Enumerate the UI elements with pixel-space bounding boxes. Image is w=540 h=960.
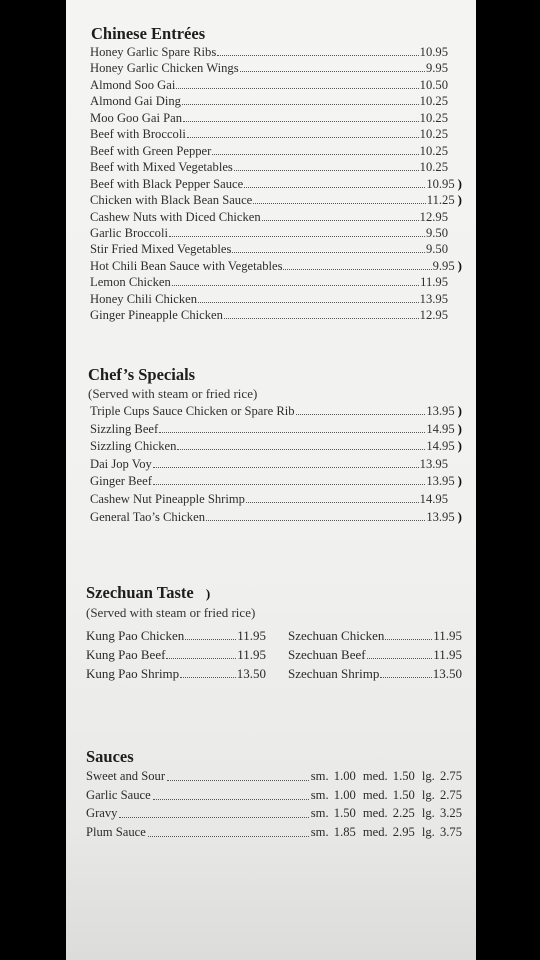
dotted-leader — [172, 274, 419, 286]
dotted-leader — [153, 456, 419, 468]
dotted-leader — [198, 291, 419, 303]
dotted-leader — [177, 438, 425, 450]
szechuan-item-row — [288, 646, 462, 663]
menu-item-row — [90, 77, 462, 93]
menu-item-price: 13.95 — [426, 474, 455, 489]
menu-item-name: Honey Garlic Chicken Wings — [90, 61, 239, 76]
menu-item-price: 11.95 — [433, 628, 462, 643]
menu-item-row — [90, 456, 462, 472]
menu-item-price: 10.95 — [419, 45, 448, 59]
menu-item-price: 9.50 — [425, 242, 448, 257]
menu-item-price: 13.95 — [426, 509, 455, 524]
menu-item-price: 10.50 — [419, 77, 448, 92]
dotted-leader — [246, 491, 419, 503]
menu-item-row — [90, 291, 462, 307]
menu-item-name: Chicken with Black Bean Sauce — [90, 193, 253, 208]
chinese-entrees-title: Chinese Entrées — [91, 24, 206, 43]
dotted-leader — [180, 665, 236, 678]
menu-item-row — [90, 176, 462, 192]
dotted-leader — [234, 159, 419, 171]
menu-item-price: 9.95 — [425, 61, 448, 76]
spicy-icon: ) — [457, 438, 462, 454]
dotted-leader — [182, 93, 419, 105]
spicy-icon: ) — [205, 586, 211, 601]
menu-item-name: Szechuan Chicken — [288, 628, 385, 643]
szechuan-taste-title-text: Szechuan Taste — [86, 583, 194, 602]
menu-item-name: Szechuan Shrimp — [288, 666, 380, 681]
menu-item-name: Hot Chili Bean Sauce with Vegetables — [90, 258, 283, 273]
menu-item-name: Stir Fried Mixed Vegetables — [90, 242, 232, 257]
menu-item-row — [90, 509, 462, 525]
spicy-icon: ) — [457, 403, 462, 418]
dotted-leader — [224, 307, 419, 319]
menu-item-name: Sizzling Beef — [90, 421, 159, 436]
dotted-leader — [148, 824, 309, 837]
menu-item-row — [90, 126, 462, 142]
sauce-item-row — [86, 768, 462, 785]
dotted-leader — [169, 225, 425, 237]
sauce-price-large: lg. 3.25 — [421, 806, 462, 820]
menu-item-price: 9.95 — [432, 258, 455, 273]
szechuan-item-row — [86, 646, 266, 663]
spicy-icon: ) — [457, 420, 462, 436]
menu-item-row — [90, 60, 462, 76]
menu-item-name: General Tao’s Chicken — [90, 509, 205, 524]
menu-item-row — [90, 307, 462, 323]
menu-item-price: 13.50 — [236, 666, 266, 681]
menu-item-name: Beef with Mixed Vegetables — [90, 160, 233, 175]
sauce-price-medium: med. 2.25 — [362, 806, 415, 820]
dotted-leader — [185, 627, 236, 640]
szechuan-item-row — [288, 665, 462, 682]
menu-item-name: Garlic Broccoli — [90, 225, 168, 240]
szechuan-item-row — [86, 665, 266, 682]
menu-item-name: Kung Pao Beef — [86, 647, 166, 662]
spicy-icon: ) — [457, 192, 462, 208]
menu-item-row — [90, 192, 462, 208]
menu-item-name: Beef with Broccoli — [90, 127, 186, 142]
menu-item-row — [90, 209, 462, 225]
menu-item-price: 12.95 — [419, 308, 448, 323]
sauce-price-medium: med. 2.95 — [362, 824, 415, 839]
menu-item-name: Beef with Black Pepper Sauce — [90, 176, 244, 191]
sauce-name: Sweet and Sour — [86, 769, 166, 783]
menu-item-price: 14.95 — [426, 439, 455, 454]
menu-item-price: 14.95 — [426, 421, 455, 436]
sauce-name: Plum Sauce — [86, 824, 146, 839]
menu-item-name: Honey Chili Chicken — [90, 291, 198, 306]
menu-item-price: 10.25 — [419, 160, 448, 175]
sauce-price-medium: med. 1.50 — [362, 787, 415, 802]
dotted-leader — [167, 768, 309, 781]
szechuan-taste-title — [86, 584, 210, 603]
menu-item-price: 11.95 — [420, 275, 448, 290]
menu-item-price: 10.25 — [419, 94, 448, 109]
dotted-leader — [212, 143, 418, 155]
menu-item-row — [90, 403, 462, 419]
sauces-title: Sauces — [86, 747, 134, 766]
dotted-leader — [153, 787, 309, 800]
szechuan-item-row — [288, 627, 462, 644]
menu-item-row — [90, 241, 462, 257]
menu-item-row — [90, 225, 462, 241]
sauce-item-row — [86, 787, 462, 804]
menu-item-price: 10.25 — [419, 143, 448, 158]
sauce-price-small: sm. 1.00 — [310, 787, 356, 802]
dotted-leader — [176, 77, 418, 89]
menu-item-name: Szechuan Beef — [288, 647, 366, 662]
menu-item-price: 13.95 — [419, 291, 448, 306]
menu-item-price: 10.25 — [419, 110, 448, 125]
menu-item-row — [90, 274, 462, 290]
dotted-leader — [253, 192, 426, 204]
menu-item-name: Kung Pao Chicken — [86, 628, 185, 643]
spicy-icon: ) — [457, 508, 462, 524]
menu-item-name: Triple Cups Sauce Chicken or Spare Rib — [90, 404, 295, 418]
menu-item-name: Beef with Green Pepper — [90, 143, 212, 158]
menu-item-name: Cashew Nut Pineapple Shrimp — [90, 492, 245, 506]
menu-item-price: 10.25 — [419, 127, 448, 142]
dotted-leader — [166, 646, 236, 659]
dotted-leader — [262, 209, 419, 221]
sauce-item-row — [86, 805, 462, 822]
sauce-price-large: lg. 2.75 — [421, 787, 462, 802]
menu-item-row — [90, 438, 462, 454]
menu-item-price: 14.95 — [419, 492, 448, 506]
chefs-specials-subtitle: (Served with steam or fried rice) — [88, 386, 258, 401]
menu-item-name: Lemon Chicken — [90, 275, 171, 290]
sauce-price-large: lg. 2.75 — [421, 769, 462, 783]
menu-item-name: Moo Goo Gai Pan — [90, 110, 182, 125]
dotted-leader — [244, 176, 425, 188]
dotted-leader — [206, 509, 425, 521]
sauce-price-large: lg. 3.75 — [421, 824, 462, 839]
menu-item-name: Ginger Beef — [90, 474, 152, 489]
menu-item-price: 13.50 — [432, 666, 462, 681]
spicy-icon: ) — [457, 473, 462, 489]
menu-item-price: 10.95 — [426, 176, 455, 191]
menu-item-name: Ginger Pineapple Chicken — [90, 308, 223, 323]
menu-item-price: 11.25 — [426, 193, 455, 208]
dotted-leader — [380, 665, 431, 678]
menu-item-price: 11.95 — [237, 647, 266, 662]
menu-item-row — [90, 159, 462, 175]
sauce-price-small: sm. 1.50 — [310, 806, 356, 820]
dotted-leader — [153, 473, 425, 485]
sauce-name: Gravy — [86, 806, 118, 820]
menu-item-price: 13.95 — [419, 456, 448, 471]
spicy-icon: ) — [457, 257, 462, 273]
menu-item-row — [90, 491, 462, 507]
menu-item-row — [90, 110, 462, 126]
menu-item-row — [90, 93, 462, 109]
spicy-icon: ) — [457, 175, 462, 191]
sauce-price-small: sm. 1.00 — [310, 769, 356, 783]
sauce-name: Garlic Sauce — [86, 787, 151, 802]
menu-item-row — [90, 143, 462, 159]
menu-item-price: 11.95 — [433, 647, 462, 662]
sauce-prices — [311, 768, 462, 785]
menu-item-row — [90, 473, 462, 489]
menu-item-name: Almond Gai Ding — [90, 94, 181, 109]
sauce-item-row — [86, 824, 462, 841]
szechuan-item-row — [86, 627, 266, 644]
menu-item-row — [90, 44, 462, 60]
dotted-leader — [296, 403, 426, 415]
sauce-prices — [311, 805, 462, 822]
dotted-leader — [240, 60, 425, 72]
menu-item-price: 11.95 — [237, 628, 266, 643]
menu-item-price: 12.95 — [419, 209, 448, 224]
menu-item-name: Cashew Nuts with Diced Chicken — [90, 209, 261, 224]
dotted-leader — [385, 627, 432, 640]
menu-item-name: Sizzling Chicken — [90, 439, 177, 454]
dotted-leader — [159, 421, 425, 433]
sauce-prices — [311, 824, 462, 841]
menu-item-row — [90, 258, 462, 274]
menu-item-row — [90, 421, 462, 437]
menu-item-name: Kung Pao Shrimp — [86, 666, 180, 681]
sauce-prices — [311, 787, 462, 804]
menu-item-price: 13.95 — [426, 404, 455, 418]
sauce-price-medium: med. 1.50 — [362, 769, 415, 783]
menu-item-price: 9.50 — [425, 225, 448, 240]
menu-item-name: Almond Soo Gai — [90, 77, 176, 92]
dotted-leader — [217, 44, 418, 56]
menu-item-name: Dai Jop Voy — [90, 456, 152, 471]
dotted-leader — [367, 646, 433, 659]
menu-item-name: Honey Garlic Spare Ribs — [90, 45, 217, 59]
dotted-leader — [183, 110, 419, 122]
dotted-leader — [119, 805, 308, 818]
dotted-leader — [232, 241, 425, 253]
chefs-specials-title: Chef’s Specials — [88, 365, 196, 384]
sauce-price-small: sm. 1.85 — [310, 824, 356, 839]
szechuan-taste-subtitle: (Served with steam or fried rice) — [86, 605, 256, 620]
dotted-leader — [283, 258, 431, 270]
dotted-leader — [187, 126, 419, 138]
